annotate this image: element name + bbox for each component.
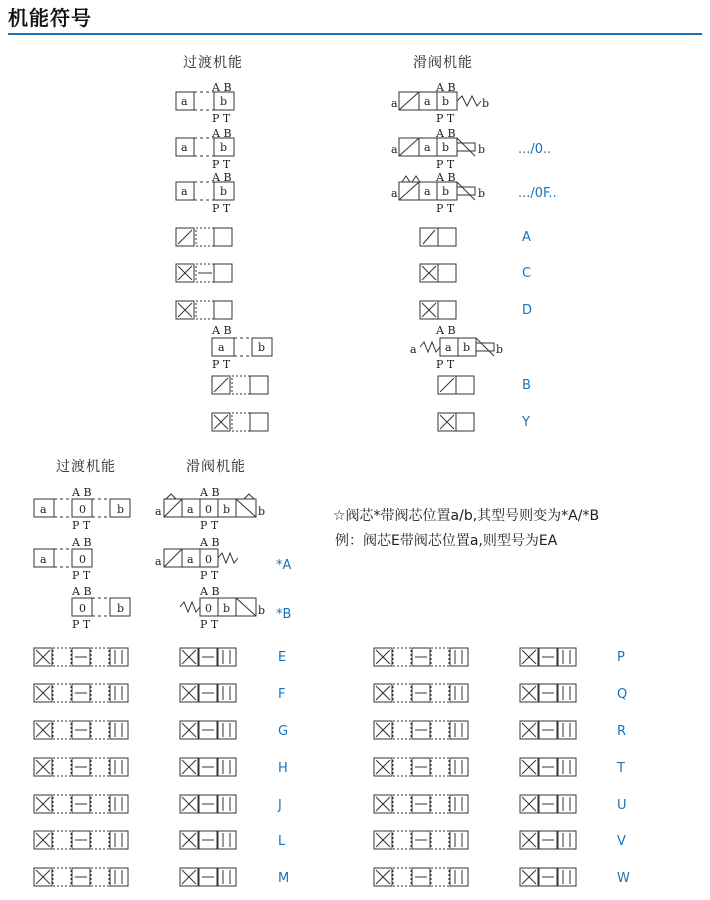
svg-text:b: b (478, 187, 486, 200)
grid-cell (110, 868, 128, 886)
grid-cell (91, 684, 109, 702)
svg-text:a: a (181, 185, 188, 198)
grid-code-H: H (278, 761, 288, 776)
grid-code-E: E (278, 650, 287, 665)
top-spool-header: 滑阀机能 (413, 55, 473, 71)
code-starA: *A (276, 558, 292, 573)
grid-cell (393, 648, 411, 666)
grid-cell (53, 684, 71, 702)
grid-cell (558, 758, 576, 776)
grid-code-U: U (617, 798, 627, 813)
svg-text:A B: A B (436, 127, 456, 140)
grid-cell (218, 648, 236, 666)
svg-text:0: 0 (205, 553, 212, 566)
svg-text:a: a (155, 505, 162, 518)
svg-text:a: a (40, 503, 47, 516)
code-C: C (522, 266, 532, 281)
code-0: .../0.. (518, 142, 552, 157)
svg-text:b: b (220, 185, 228, 198)
grid-cell (218, 684, 236, 702)
grid-cell (431, 648, 449, 666)
grid-code-P: P (617, 650, 625, 665)
svg-text:P T: P T (436, 112, 455, 125)
svg-text:b: b (223, 602, 231, 615)
grid-cell (110, 648, 128, 666)
grid-cell (450, 758, 468, 776)
note-line-2: 例：阀芯E带阀芯位置a,则型号为EA (335, 533, 558, 549)
spool-symbol-b (180, 598, 256, 616)
grid-cell (91, 795, 109, 813)
svg-text:A B: A B (72, 585, 92, 598)
svg-text:A B: A B (200, 585, 220, 598)
svg-text:A B: A B (72, 536, 92, 549)
svg-text:b: b (442, 95, 450, 108)
grid-cell (110, 684, 128, 702)
grid-cell (91, 721, 109, 739)
svg-text:P T: P T (436, 202, 455, 215)
grid-cell (393, 684, 411, 702)
svg-text:a: a (391, 97, 398, 110)
bottom-transition-header: 过渡机能 (56, 459, 116, 475)
grid-cell (450, 684, 468, 702)
grid-cell (91, 868, 109, 886)
grid-code-W: W (617, 871, 630, 886)
svg-text:b: b (223, 503, 231, 516)
grid-code-V: V (617, 834, 626, 849)
grid-code-G: G (278, 724, 289, 739)
grid-cell (431, 831, 449, 849)
svg-text:a: a (410, 343, 417, 356)
grid-cell (393, 721, 411, 739)
svg-text:b: b (117, 602, 125, 615)
svg-text:b: b (258, 505, 266, 518)
svg-text:b: b (258, 604, 266, 617)
svg-text:b: b (220, 95, 228, 108)
svg-text:a: a (424, 185, 431, 198)
svg-text:a: a (155, 555, 162, 568)
svg-text:a: a (424, 141, 431, 154)
bottom-spool-header: 滑阀机能 (186, 459, 246, 475)
note-line-1: ☆阀芯*带阀芯位置a/b,其型号则变为*A/*B (333, 508, 600, 524)
grid-cell (450, 721, 468, 739)
grid-cell (53, 831, 71, 849)
grid-code-M: M (278, 871, 290, 886)
grid-cell (393, 795, 411, 813)
grid-cell (53, 868, 71, 886)
svg-text:b: b (258, 341, 266, 354)
page-title: 机能符号 (8, 6, 92, 30)
svg-text:b: b (442, 185, 450, 198)
bottom-symbols (0, 480, 710, 630)
svg-text:P T: P T (200, 519, 219, 532)
svg-text:P T: P T (200, 569, 219, 582)
svg-text:a: a (187, 503, 194, 516)
spool-symbol-B-header (420, 338, 494, 356)
grid-cell (218, 831, 236, 849)
svg-text:a: a (187, 553, 194, 566)
svg-text:b: b (442, 141, 450, 154)
grid-cell (393, 758, 411, 776)
spool-symbol-a (164, 549, 238, 567)
svg-text:0: 0 (79, 503, 86, 516)
svg-text:b: b (482, 97, 490, 110)
svg-text:0: 0 (79, 553, 86, 566)
svg-text:a: a (40, 553, 47, 566)
grid-cell (558, 795, 576, 813)
svg-text:a: a (181, 95, 188, 108)
svg-text:a: a (391, 143, 398, 156)
svg-text:P T: P T (436, 358, 455, 371)
svg-text:b: b (220, 141, 228, 154)
grid-code-T: T (617, 761, 625, 776)
grid-cell (218, 758, 236, 776)
svg-text:A B: A B (436, 324, 456, 337)
svg-text:A B: A B (212, 127, 232, 140)
function-grid (0, 640, 710, 895)
svg-text:P T: P T (212, 112, 231, 125)
grid-cell (450, 868, 468, 886)
transition-symbol-A (176, 228, 232, 246)
grid-cell (431, 868, 449, 886)
svg-text:P T: P T (212, 158, 231, 171)
grid-cell (450, 831, 468, 849)
grid-cell (558, 648, 576, 666)
transition-symbol-Y (212, 413, 268, 431)
grid-code-J: J (278, 798, 282, 813)
svg-text:a: a (391, 187, 398, 200)
grid-code-F: F (278, 687, 286, 702)
transition-symbol-D (176, 301, 232, 319)
grid-cell (431, 684, 449, 702)
svg-text:P T: P T (436, 158, 455, 171)
svg-text:a: a (424, 95, 431, 108)
grid-cell (450, 795, 468, 813)
grid-cell (91, 648, 109, 666)
grid-cell (393, 868, 411, 886)
svg-text:A B: A B (212, 81, 232, 94)
svg-text:P T: P T (212, 202, 231, 215)
grid-cell (110, 795, 128, 813)
svg-text:A B: A B (200, 536, 220, 549)
grid-cell (218, 795, 236, 813)
svg-text:a: a (218, 341, 225, 354)
grid-cell (53, 648, 71, 666)
svg-text:P T: P T (200, 618, 219, 630)
svg-text:A B: A B (436, 171, 456, 184)
grid-cell (218, 721, 236, 739)
grid-cell (110, 758, 128, 776)
transition-symbol-C (176, 264, 232, 282)
grid-cell (431, 758, 449, 776)
grid-cell (431, 721, 449, 739)
grid-code-Q: Q (617, 687, 628, 702)
grid-cell (558, 721, 576, 739)
transition-symbol-B (212, 376, 268, 394)
svg-text:A B: A B (72, 486, 92, 499)
svg-text:0: 0 (205, 503, 212, 516)
grid-cell (53, 795, 71, 813)
code-B: B (522, 378, 531, 393)
top-transition-header: 过渡机能 (183, 55, 243, 71)
grid-cell (110, 721, 128, 739)
spool-symbol-Y (438, 413, 474, 431)
spool-symbol-2 (399, 138, 475, 156)
svg-text:a: a (445, 341, 452, 354)
svg-text:P T: P T (212, 358, 231, 371)
spool-symbol-A (420, 228, 456, 246)
spool-symbol-C (420, 264, 456, 282)
grid-code-R: R (617, 724, 627, 739)
grid-cell (558, 831, 576, 849)
grid-cell (53, 758, 71, 776)
grid-cell (53, 721, 71, 739)
grid-cell (450, 648, 468, 666)
code-starB: *B (276, 607, 292, 622)
grid-cell (431, 795, 449, 813)
grid-cell (558, 868, 576, 886)
svg-text:b: b (496, 343, 504, 356)
grid-cell (558, 684, 576, 702)
code-Y: Y (522, 415, 530, 430)
spool-symbol-1 (399, 92, 481, 110)
svg-text:A B: A B (200, 486, 220, 499)
spool-symbol-D (420, 301, 456, 319)
svg-text:b: b (463, 341, 471, 354)
svg-text:P T: P T (72, 569, 91, 582)
svg-text:b: b (478, 143, 486, 156)
grid-cell (218, 868, 236, 886)
svg-text:0: 0 (205, 602, 212, 615)
spool-symbol-B (438, 376, 474, 394)
code-0F: .../0F.. (518, 186, 557, 201)
svg-text:A B: A B (212, 171, 232, 184)
svg-text:a: a (181, 141, 188, 154)
grid-cell (91, 831, 109, 849)
grid-cell (393, 831, 411, 849)
svg-text:A B: A B (436, 81, 456, 94)
svg-text:0: 0 (79, 602, 86, 615)
svg-text:b: b (117, 503, 125, 516)
grid-cell (110, 831, 128, 849)
code-A: A (522, 230, 531, 245)
grid-cell (91, 758, 109, 776)
svg-text:A B: A B (212, 324, 232, 337)
svg-text:P T: P T (72, 618, 91, 630)
code-D: D (522, 303, 533, 318)
svg-text:P T: P T (72, 519, 91, 532)
grid-code-L: L (278, 834, 286, 849)
